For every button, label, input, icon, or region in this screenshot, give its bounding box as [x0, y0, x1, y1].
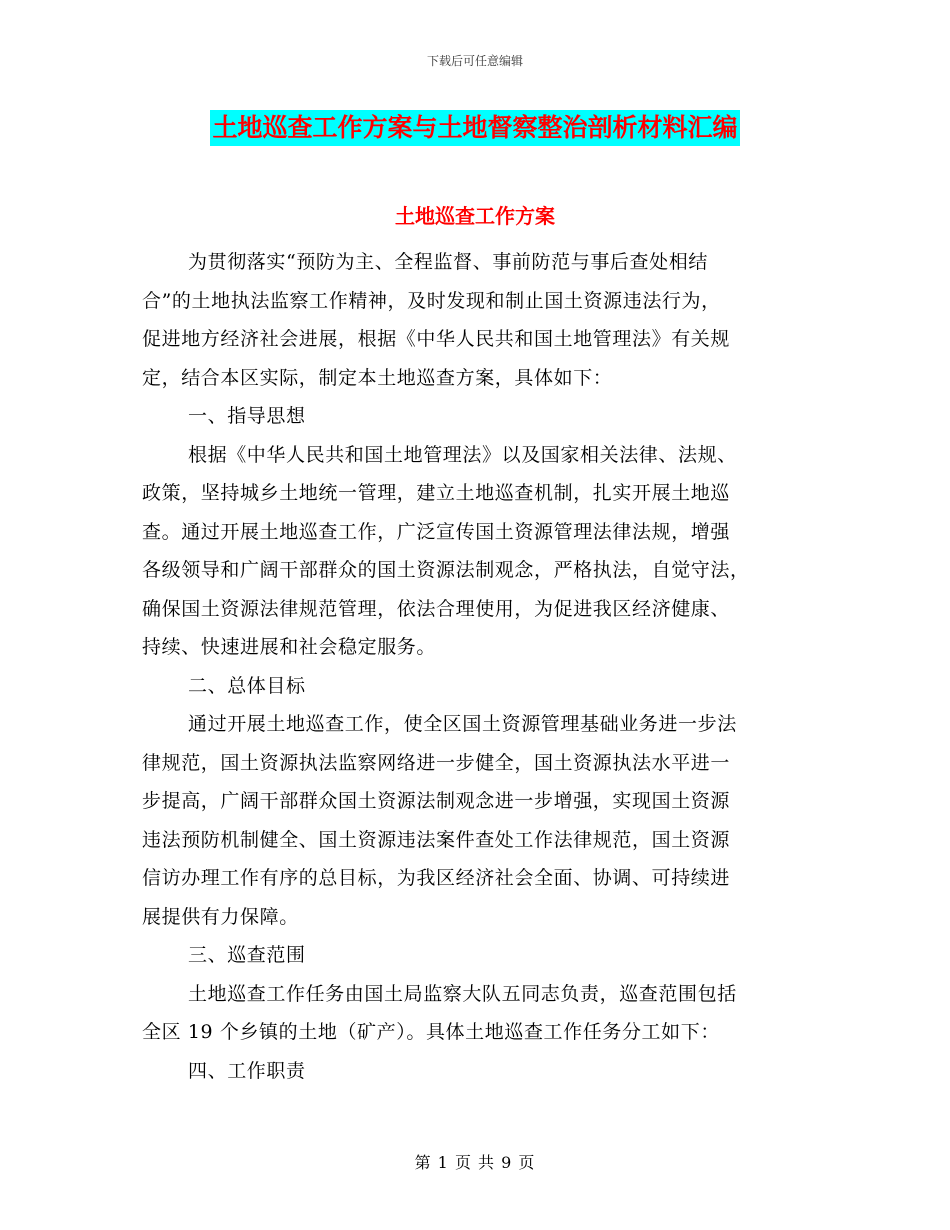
- document-body: [142, 243, 802, 1090]
- body-line: 三、巡查范围: [188, 944, 306, 966]
- body-line: 土地巡查工作任务由国土局监察大队五同志负责，巡查范围包括: [188, 982, 737, 1005]
- body-line: 步提高，广阔干部群众国土资源法制观念进一步增强，实现国土资源: [142, 790, 731, 812]
- body-line: 持续、快速进展和社会稳定服务。: [142, 636, 437, 658]
- body-line: 确保国土资源法律规范管理，依法合理使用，为促进我区经济健康、: [142, 597, 731, 620]
- body-line: 促进地方经济社会进展，根据《中华人民共和国土地管理法》有关规: [142, 328, 731, 350]
- doc-title: 土地巡查工作方案与土地督察整治剖析材料汇编: [210, 110, 739, 146]
- body-line: 律规范，国土资源执法监察网络进一步健全，国土资源执法水平进一: [142, 751, 731, 774]
- body-line: 展提供有力保障。: [142, 905, 299, 928]
- body-line: 政策，坚持城乡土地统一管理，建立土地巡查机制，扎实开展土地巡: [142, 482, 731, 504]
- section-title: 土地巡查工作方案: [395, 204, 555, 228]
- page-footer: 第 1 页 共 9 页: [414, 1153, 536, 1172]
- body-line: 根据《中华人民共和国土地管理法》以及国家相关法律、法规、: [188, 443, 737, 466]
- body-line: 各级领导和广阔干部群众的国土资源法制观念，严格执法，自觉守法，: [142, 559, 750, 581]
- body-line: 违法预防机制健全、国土资源违法案件查处工作法律规范，国土资源: [142, 828, 731, 851]
- body-line: 四、工作职责: [188, 1059, 306, 1082]
- body-line: 二、总体目标: [188, 674, 306, 697]
- body-line: 为贯彻落实“预防为主、全程监督、事前防范与事后查处相结: [188, 251, 708, 273]
- doc-title-container: [0, 110, 950, 146]
- body-line: 合”的土地执法监察工作精神，及时发现和制止国土资源违法行为，: [142, 289, 721, 312]
- body-line: 信访办理工作有序的总目标，为我区经济社会全面、协调、可持续进: [142, 867, 731, 889]
- header-note: 下载后可任意编辑: [426, 54, 523, 68]
- body-line: 通过开展土地巡查工作，使全区国土资源管理基础业务进一步法: [188, 713, 737, 735]
- body-line: 全区 19 个乡镇的土地（矿产）。具体土地巡查工作任务分工如下：: [142, 1021, 720, 1043]
- body-line: 定，结合本区实际，制定本土地巡查方案，具体如下：: [142, 366, 613, 389]
- body-line: 查。通过开展土地巡查工作，广泛宣传国土资源管理法律法规，增强: [142, 520, 731, 543]
- body-line: 一、指导思想: [188, 405, 306, 427]
